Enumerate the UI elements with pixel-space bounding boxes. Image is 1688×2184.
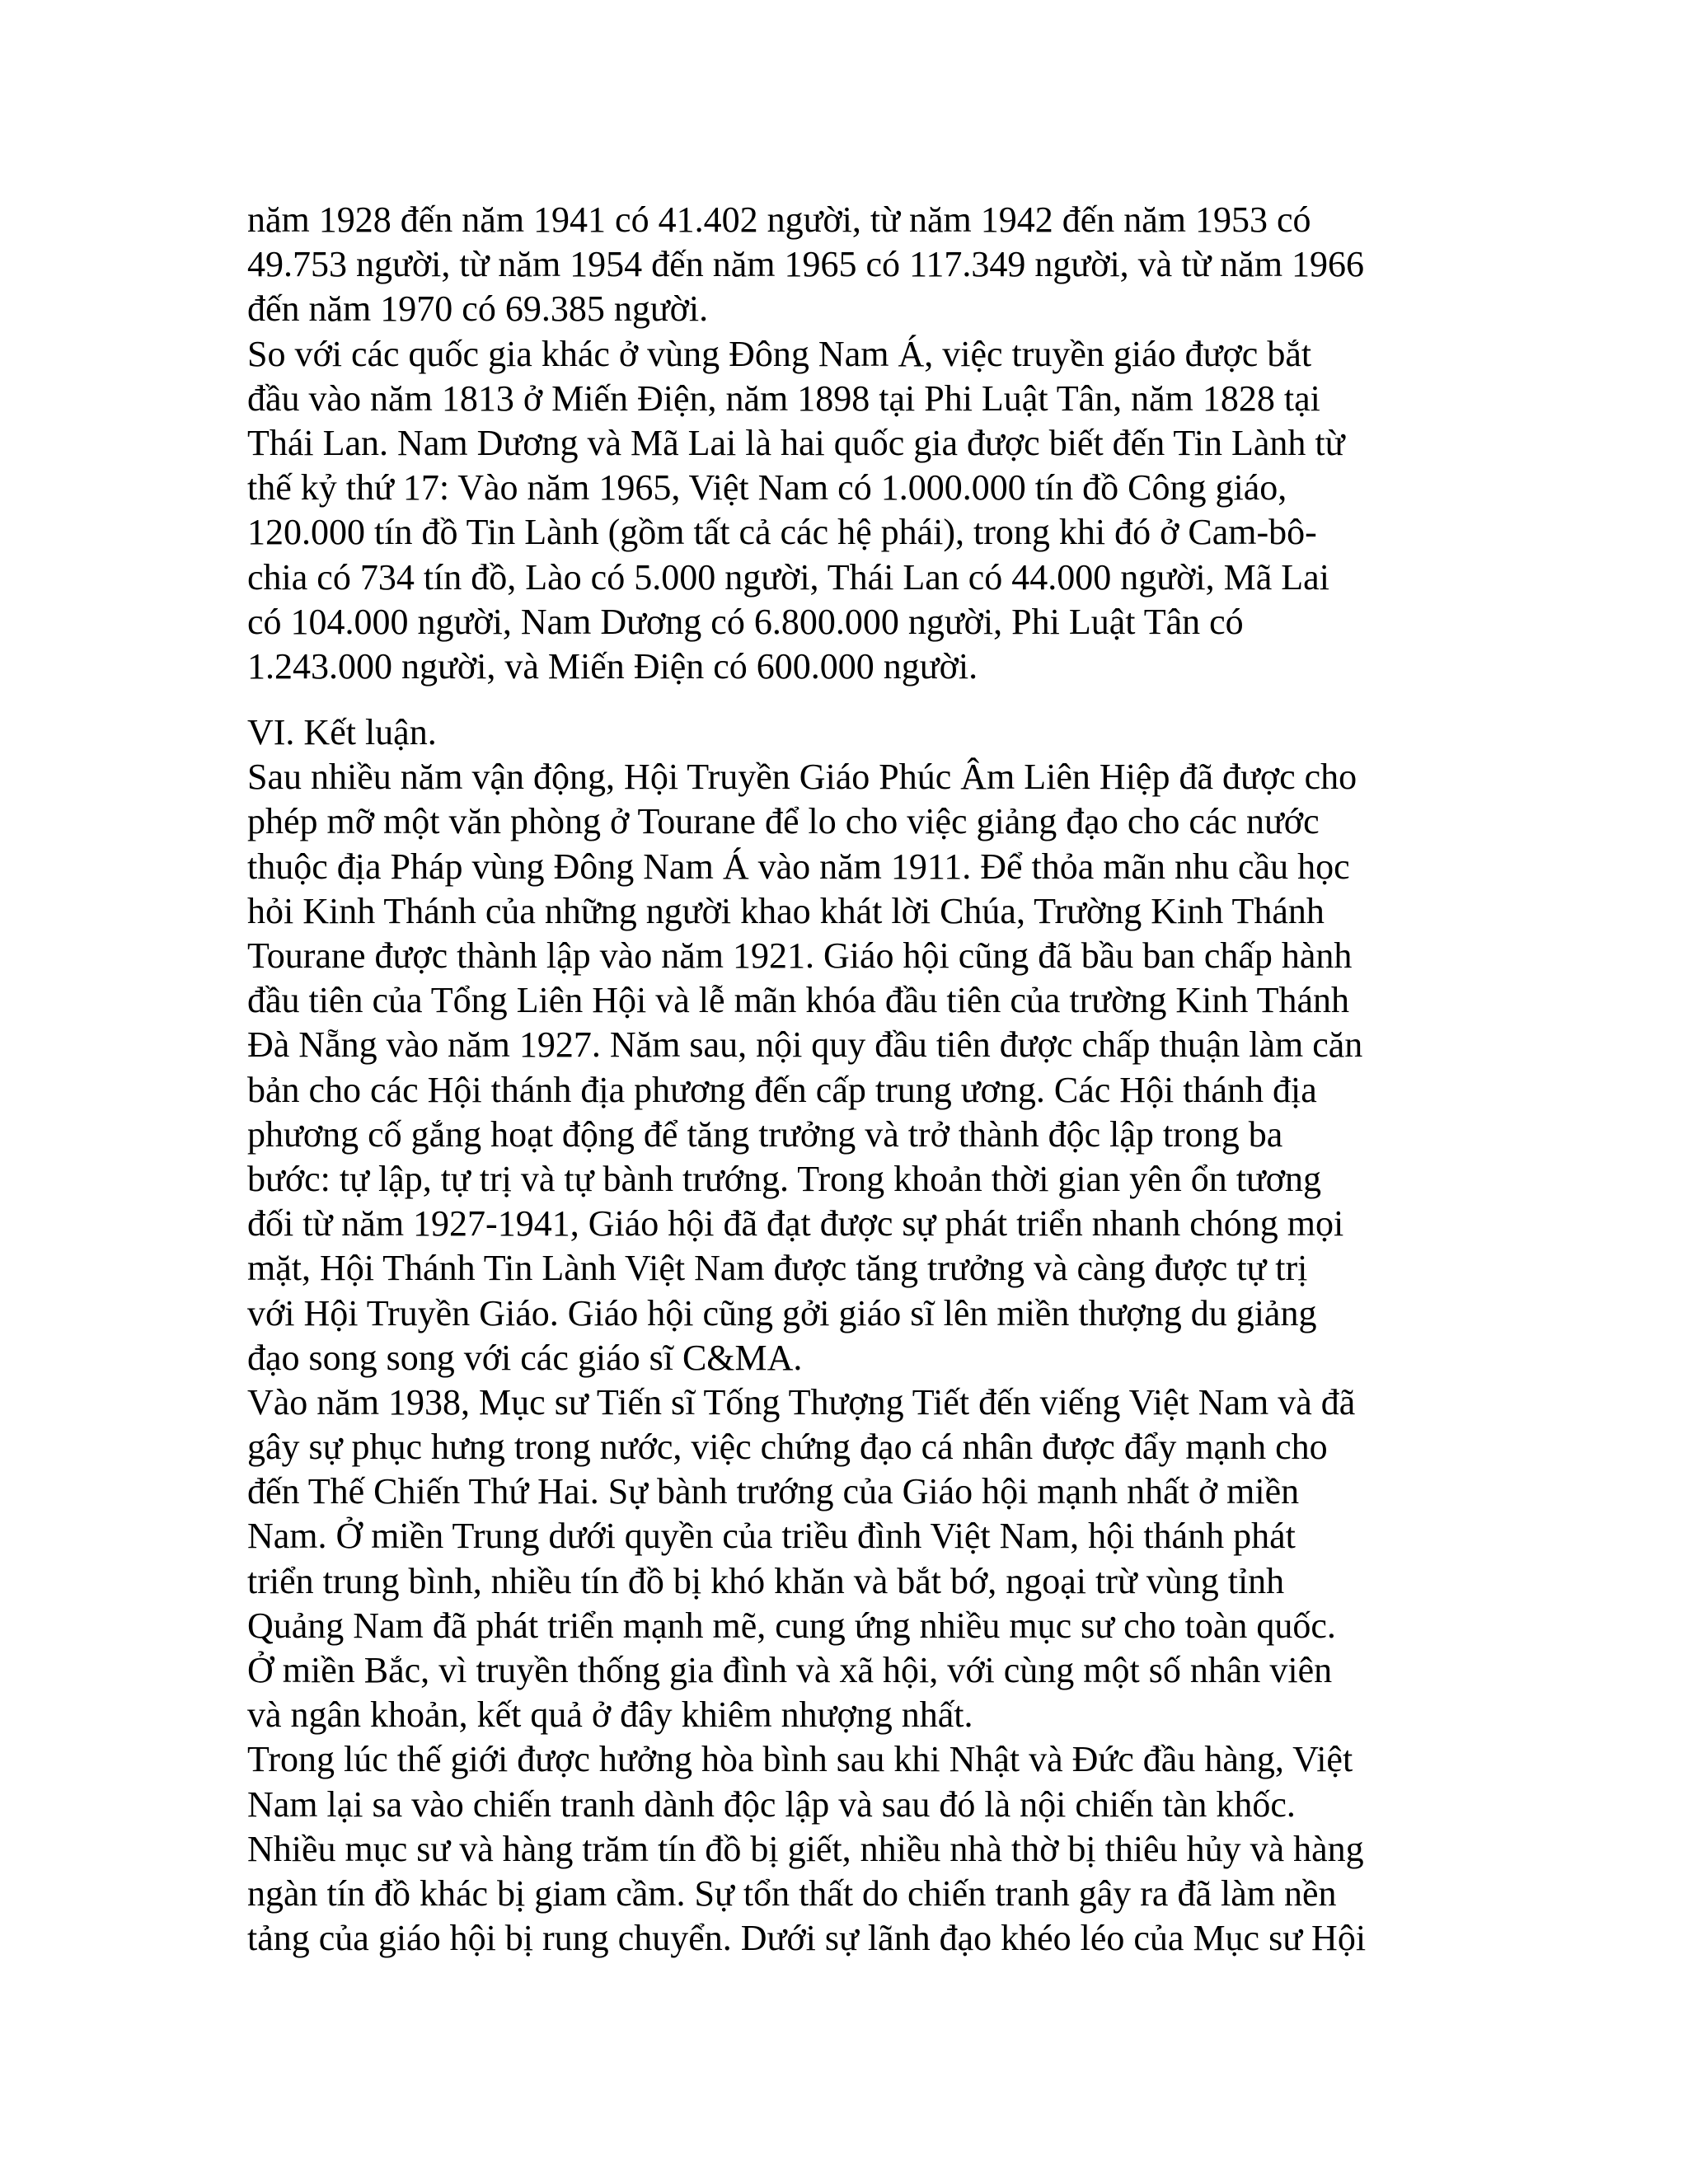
- paragraph-southeast-asia: [247, 332, 1451, 690]
- text-line: đầu tiên của Tổng Liên Hội và lễ mãn khóa đầu tiên của trường Kinh Thánh: [247, 980, 1350, 1021]
- text-line: ngàn tín đồ khác bị giam cầm. Sự tổn thất do chiến tranh gây ra đã làm nền: [247, 1872, 1337, 1914]
- text-line: phép mỡ một văn phòng ở Tourane để lo cho việc giảng đạo cho các nước: [247, 801, 1320, 842]
- text-line: đến năm 1970 có 69.385 người.: [247, 288, 709, 330]
- text-line: năm 1928 đến năm 1941 có 41.402 người, từ năm 1942 đến năm 1953 có: [247, 199, 1311, 240]
- text-line: Ở miền Bắc, vì truyền thống gia đình và xã hội, với cùng một số nhân viên: [247, 1650, 1333, 1690]
- text-line: có 104.000 người, Nam Dương có 6.800.000 người, Phi Luật Tân có: [247, 601, 1244, 642]
- paragraph-revival: [247, 1380, 1451, 1738]
- text-line: Vào năm 1938, Mục sư Tiến sĩ Tống Thượng Tiết đến viếng Việt Nam và đã: [247, 1381, 1356, 1422]
- document-body: [247, 198, 1451, 1961]
- text-line: chia có 734 tín đồ, Lào có 5.000 người, Thái Lan có 44.000 người, Mã Lai: [247, 556, 1329, 598]
- text-line: bản cho các Hội thánh địa phương đến cấp trung ương. Các Hội thánh địa: [247, 1069, 1317, 1110]
- paragraph-statistics: [247, 198, 1451, 332]
- text-line: Quảng Nam đã phát triển mạnh mẽ, cung ứng nhiều mục sư cho toàn quốc.: [247, 1605, 1336, 1646]
- text-line: bước: tự lập, tự trị và tự bành trướng. Trong khoản thời gian yên ổn tương: [247, 1158, 1322, 1199]
- text-line: Tourane được thành lập vào năm 1921. Giáo hội cũng đã bầu ban chấp hành: [247, 935, 1353, 976]
- paragraph-war: [247, 1737, 1451, 1961]
- text-line: gây sự phục hưng trong nước, việc chứng đạo cá nhân được đẩy mạnh cho: [247, 1427, 1328, 1468]
- text-line: thế kỷ thứ 17: Vào năm 1965, Việt Nam có 1.000.000 tín đồ Công giáo,: [247, 467, 1287, 509]
- text-line: phương cố gắng hoạt động để tăng trưởng và trở thành độc lập trong ba: [247, 1113, 1283, 1155]
- paragraph-spacer: [247, 689, 1451, 710]
- text-line: 1.243.000 người, và Miến Điện có 600.000 người.: [247, 645, 978, 687]
- text-line: với Hội Truyền Giáo. Giáo hội cũng gởi giáo sĩ lên miền thượng du giảng: [247, 1292, 1317, 1333]
- text-line: đầu vào năm 1813 ở Miến Điện, năm 1898 tại Phi Luật Tân, năm 1828 tại: [247, 377, 1320, 419]
- text-line: 120.000 tín đồ Tin Lành (gồm tất cả các hệ phái), trong khi đó ở Cam-bô-: [247, 512, 1317, 553]
- paragraph-conclusion: [247, 755, 1451, 1380]
- text-line: thuộc địa Pháp vùng Đông Nam Á vào năm 1911. Để thỏa mãn nhu cầu học: [247, 846, 1350, 887]
- text-line: tảng của giáo hội bị rung chuyển. Dưới sự lãnh đạo khéo léo của Mục sư Hội: [247, 1918, 1367, 1959]
- text-line: đạo song song với các giáo sĩ C&MA.: [247, 1337, 803, 1378]
- text-line: Nam. Ở miền Trung dưới quyền của triều đình Việt Nam, hội thánh phát: [247, 1516, 1296, 1557]
- text-line: triển trung bình, nhiều tín đồ bị khó khăn và bắt bớ, ngoại trừ vùng tỉnh: [247, 1560, 1285, 1601]
- text-line: đối từ năm 1927-1941, Giáo hội đã đạt được sự phát triển nhanh chóng mọi: [247, 1203, 1344, 1244]
- text-line: Trong lúc thế giới được hưởng hòa bình sau khi Nhật và Đức đầu hàng, Việt: [247, 1739, 1353, 1780]
- text-line: đến Thế Chiến Thứ Hai. Sự bành trướng của Giáo hội mạnh nhất ở miền: [247, 1471, 1300, 1512]
- text-line: 49.753 người, từ năm 1954 đến năm 1965 có 117.349 người, và từ năm 1966: [247, 244, 1365, 285]
- text-line: Thái Lan. Nam Dương và Mã Lai là hai quốc gia được biết đến Tin Lành từ: [247, 422, 1345, 463]
- text-line: Nam lại sa vào chiến tranh dành độc lập và sau đó là nội chiến tàn khốc.: [247, 1783, 1296, 1825]
- text-line: Nhiều mục sư và hàng trăm tín đồ bị giết, nhiều nhà thờ bị thiêu hủy và hàng: [247, 1828, 1364, 1869]
- text-line: hỏi Kinh Thánh của những người khao khát lời Chúa, Trường Kinh Thánh: [247, 890, 1325, 931]
- text-line: Sau nhiều năm vận động, Hội Truyền Giáo Phúc Âm Liên Hiệp đã được cho: [247, 757, 1357, 798]
- text-line: So với các quốc gia khác ở vùng Đông Nam Á, việc truyền giáo được bắt: [247, 333, 1312, 374]
- text-line: và ngân khoản, kết quả ở đây khiêm nhượng nhất.: [247, 1694, 973, 1736]
- text-line: Đà Nẵng vào năm 1927. Năm sau, nội quy đầu tiên được chấp thuận làm căn: [247, 1024, 1363, 1066]
- text-line: mặt, Hội Thánh Tin Lành Việt Nam được tăng trưởng và càng được tự trị: [247, 1248, 1308, 1289]
- section-heading: VI. Kết luận.: [247, 712, 437, 753]
